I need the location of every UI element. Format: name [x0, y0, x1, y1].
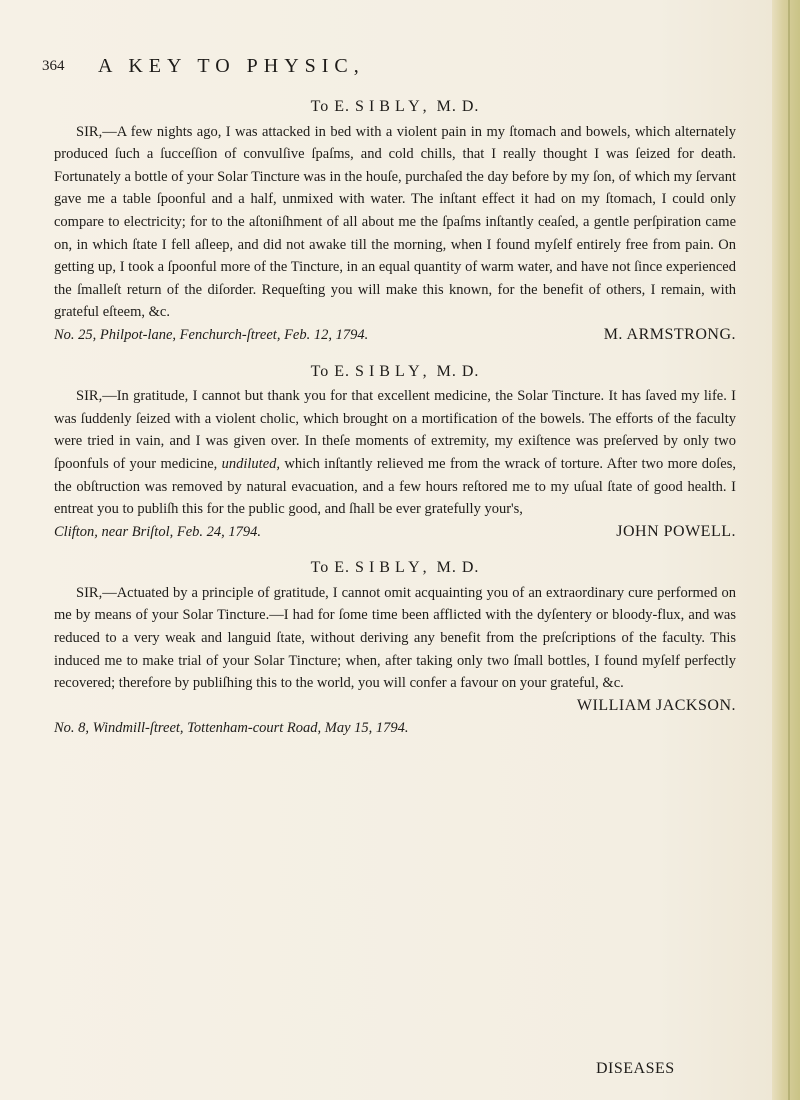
- letter-body: SIR,—Actuated by a principle of gratitude, I cannot omit acquainting you of an extraordinary cure performed on me by means of your Solar Tincture.—I had for ſome time been afflicted with the dyſentery or bloody-flux, and was reduced to a very weak and languid ſtate, without deriving any benefit from the preſcriptions of the faculty. This induced me to make trial of your Solar Tincture; when, after taking only two ſmall bottles, I found myſelf perfectly recovered; therefore by publiſhing this to the world, you will confer a favour on your grateful, &c.: [54, 584, 736, 692]
- running-header: [0, 55, 772, 88]
- letter-body: SIR,—In gratitude, I cannot but thank you for that excellent medicine, the Solar Tincture. It has ſaved my life. I was ſuddenly ſeized with a violent cholic, which brought on a mortification of the bowels. The efforts of the faculty were tried in vain, and I was given over. In theſe moments of extremity, my exiſtence was preſerved by only two ſpoonfuls of your medicine, undiluted, which inſtantly relieved me from the wrack of torture. After two more doſes, the obſtruction was removed by natural evacuation, and a few hours reſtored me to my uſual ſtate of good health. I entreat you to publiſh this for the public good, and ſhall be ever gratefully your's,: [54, 388, 737, 518]
- letter-address: No. 8, Windmill-ſtreet, Tottenham-court Road, May 15, 1794.: [54, 720, 409, 737]
- letter-signer: WILLIAM JACKSON.: [576, 696, 736, 714]
- running-title: A KEY TO PHYSIC,: [98, 55, 365, 77]
- letter-signoff: [54, 324, 736, 347]
- letter-armstrong: [54, 96, 736, 347]
- letter-signer: M. ARMSTRONG.: [603, 325, 736, 343]
- emphasis-undiluted: undiluted,: [221, 455, 281, 472]
- letter-address: No. 25, Philpot-lane, Fenchurch-ſtreet, Feb. 12, 1794.: [54, 326, 369, 343]
- page-body: [54, 96, 736, 740]
- letter-signoff: [54, 521, 736, 544]
- letter-salutation: To E. SIBLY, M. D.: [310, 98, 480, 115]
- letter-salutation: To E. SIBLY, M. D.: [310, 362, 480, 380]
- letter-body: SIR,—A few nights ago, I was attacked in bed with a violent pain in my ſtomach and bowels, which alternately produced ſuch a ſucceſſion of convulſive ſpaſms, and cold chills, that I really thought I was ſeized for death. Fortunately a bottle of your Solar Tincture was in the houſe, purchaſed the day before by my ſon, of which my ſervant gave me a table ſpoonful and a half, unmixed with water. The inſtant effect it had on my ſtomach, I could only compare to electricity; for to the aſtoniſhment of all about me the ſpaſms inſtantly ceaſed, a gentle perſpiration came on, in which ſtate I fell aſleep, and did not awake till the morning, when I found myſelf entirely free from pain. On getting up, I took a ſpoonful more of the Tincture, in an equal quantity of warm water, and have not ſince experienced the ſmalleſt return of the diſorder. Requeſting you will make this known, for the benefit of others, I remain, with grateful eſteem, &c.: [54, 123, 736, 321]
- page-number: 364: [42, 58, 65, 74]
- letter-powell: [54, 361, 736, 544]
- letter-address: Clifton, near Briſtol, Feb. 24, 1794.: [54, 523, 262, 540]
- letter-salutation: To E. SIBLY, M. D.: [310, 559, 480, 577]
- page-edge-line: [788, 0, 790, 1100]
- catchword: DISEASES: [596, 1060, 675, 1077]
- page-edge: [772, 0, 800, 1100]
- letter-signer: JOHN POWELL.: [616, 522, 736, 540]
- letter-jackson: [54, 557, 736, 740]
